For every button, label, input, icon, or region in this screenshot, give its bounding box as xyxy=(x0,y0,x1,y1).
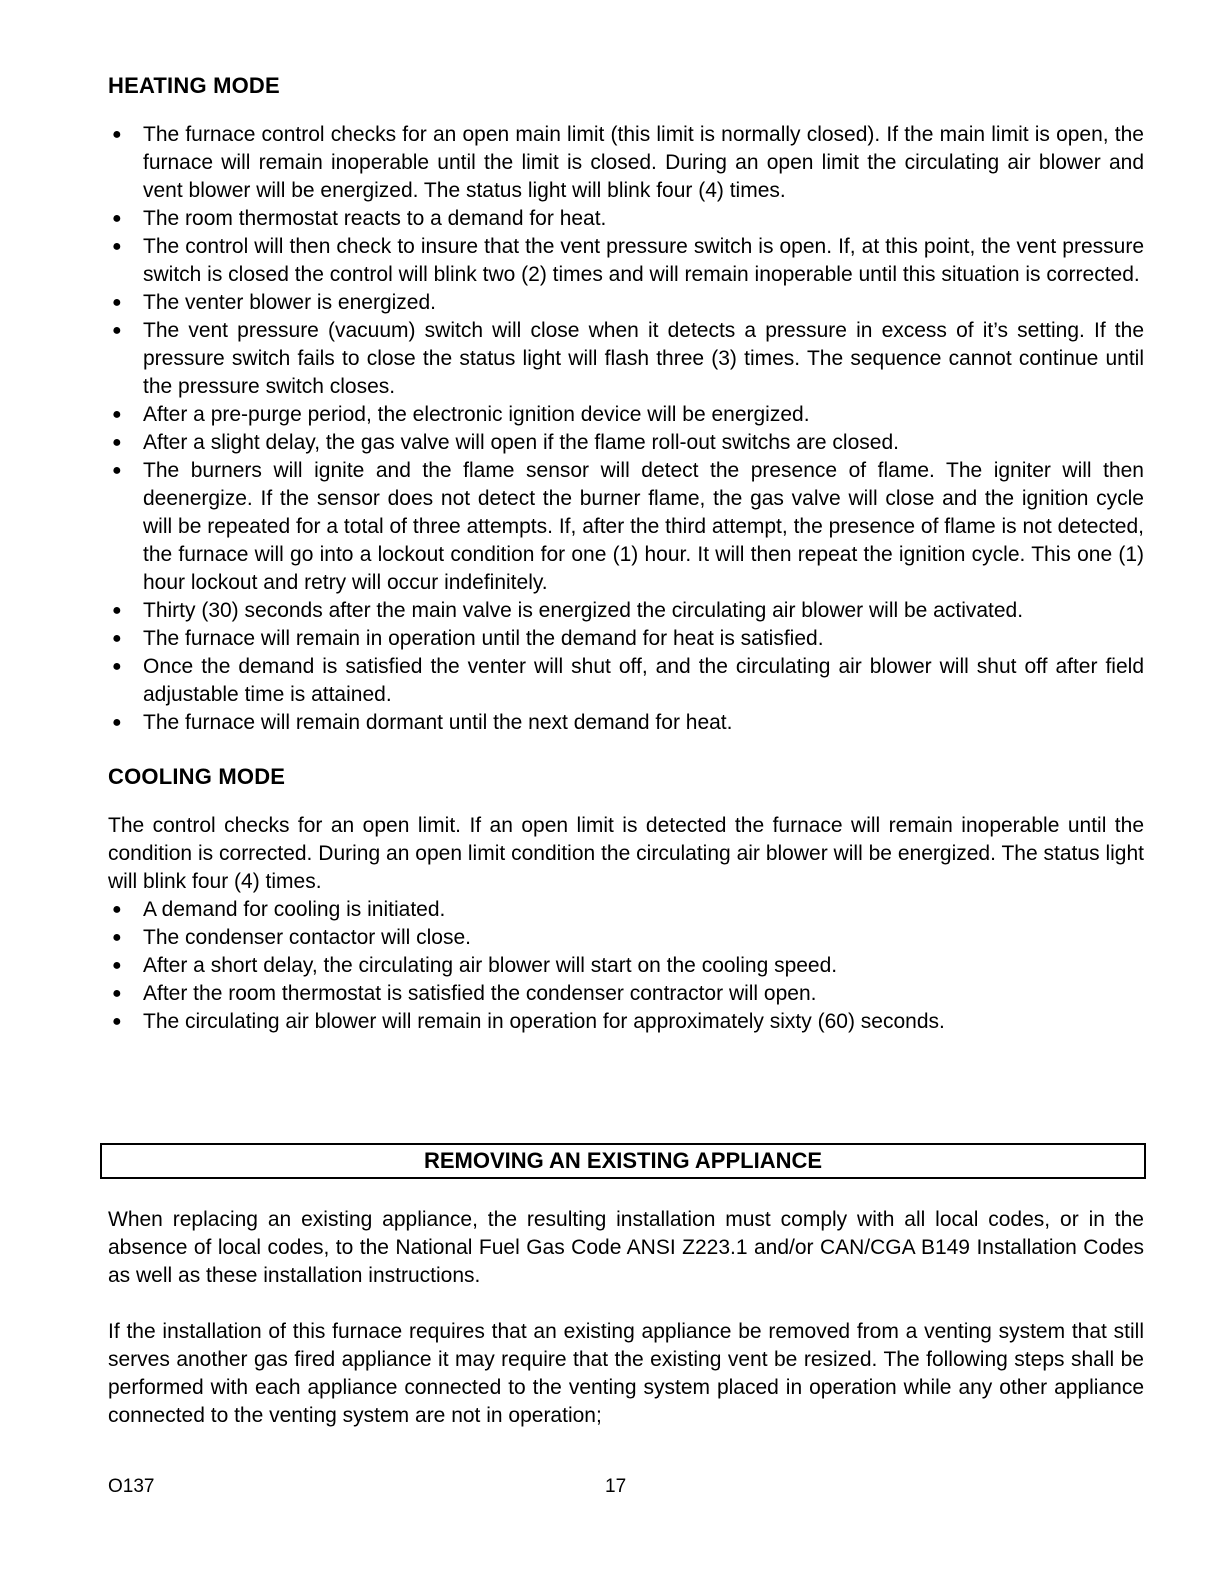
cooling-steps-list xyxy=(108,896,1144,1036)
bullet-icon: ● xyxy=(112,985,122,1002)
list-item: ● Once the demand is satisfied the venter will shut off, and the circulating air blower will shut off after field adjustable time is attained. xyxy=(112,655,1144,706)
bullet-icon: ● xyxy=(112,126,122,143)
list-item: ● Thirty (30) seconds after the main valve is energized the circulating air blower will be activated. xyxy=(108,597,1144,625)
list-item: ● The vent pressure (vacuum) switch will close when it detects a pressure in excess of it’s setting. If the pressure switch fails to close the status light will flash three (3) times. The sequence cannot continue until the pressure switch closes. xyxy=(112,319,1144,398)
bullet-icon: ● xyxy=(112,630,122,647)
cooling-mode-heading: COOLING MODE xyxy=(108,764,286,789)
removing-paragraph-1: When replacing an existing appliance, the resulting installation must comply with all local codes, or in the absence of local codes, to the National Fuel Gas Code ANSI Z223.1 and/or CAN/CGA B149 Installation Codes as well as these installation instructions. xyxy=(108,1208,1144,1287)
bullet-icon: ● xyxy=(112,1013,122,1030)
list-item: ● The condenser contactor will close. xyxy=(108,924,1144,952)
bullet-icon: ● xyxy=(112,602,122,619)
list-item: ● A demand for cooling is initiated. xyxy=(108,896,1144,924)
list-item: ● The burners will ignite and the flame sensor will detect the presence of flame. The igniter will then deenergize. If the sensor does not detect the burner flame, the gas valve will close and the ignition cycle will be repeated for a total of three attempts. If, after the third attempt, the presence of flame is not detected, the furnace will go into a lockout condition for one (1) hour. It will then repeat the ignition cycle. This one (1) hour lockout and retry will occur indefinitely. xyxy=(112,459,1144,594)
page-number: 17 xyxy=(605,1476,627,1497)
list-item: ● After a short delay, the circulating air blower will start on the cooling speed. xyxy=(108,952,1144,980)
bullet-icon: ● xyxy=(112,714,122,731)
bullet-icon: ● xyxy=(112,406,122,423)
bullet-icon: ● xyxy=(112,658,122,675)
bullet-icon: ● xyxy=(112,434,122,451)
list-item: ● After a slight delay, the gas valve will open if the flame roll-out switchs are closed. xyxy=(108,429,1144,457)
bullet-icon: ● xyxy=(112,210,122,227)
list-item: ● The furnace will remain in operation until the demand for heat is satisfied. xyxy=(108,625,1144,653)
list-item: ● The room thermostat reacts to a demand for heat. xyxy=(108,205,1144,233)
document-code: O137 xyxy=(108,1476,155,1497)
bullet-icon: ● xyxy=(112,462,122,479)
bullet-icon: ● xyxy=(112,929,122,946)
heating-mode-heading: HEATING MODE xyxy=(108,73,280,98)
cooling-intro-paragraph: The control checks for an open limit. If an open limit is detected the furnace will remain inoperable until the condition is corrected. During an open limit condition the circulating air blower will be energized. The status light will blink four (4) times. xyxy=(108,814,1144,893)
list-item: ● The control will then check to insure that the vent pressure switch is open. If, at this point, the vent pressure switch is closed the control will blink two (2) times and will remain inoperable until this situation is corrected. xyxy=(112,235,1144,286)
page-content xyxy=(108,72,1144,1036)
list-item: ● The circulating air blower will remain in operation for approximately sixty (60) seconds. xyxy=(108,1008,1144,1036)
bullet-icon: ● xyxy=(112,322,122,339)
removing-paragraph-2: If the installation of this furnace requires that an existing appliance be removed from a venting system that still serves another gas fired appliance it may require that the existing vent be resized. The following steps shall be performed with each appliance connected to the venting system placed in operation while any other appliance connected to the venting system are not in operation; xyxy=(108,1320,1144,1427)
bullet-icon: ● xyxy=(112,238,122,255)
list-item: ● The venter blower is energized. xyxy=(108,289,1144,317)
bullet-icon: ● xyxy=(112,901,122,918)
list-item: ● After the room thermostat is satisfied the condenser contractor will open. xyxy=(108,980,1144,1008)
list-item: ● The furnace will remain dormant until the next demand for heat. xyxy=(108,709,1144,737)
bullet-icon: ● xyxy=(112,294,122,311)
list-item: ● The furnace control checks for an open main limit (this limit is normally closed). If the main limit is open, the furnace will remain inoperable until the limit is closed. During an open limit the circulating air blower and vent blower will be energized. The status light will blink four (4) times. xyxy=(112,123,1144,202)
bullet-icon: ● xyxy=(112,957,122,974)
list-item: ● After a pre-purge period, the electronic ignition device will be energized. xyxy=(108,401,1144,429)
removing-appliance-section xyxy=(108,1206,1144,1430)
removing-appliance-heading: REMOVING AN EXISTING APPLIANCE xyxy=(100,1143,1146,1179)
heating-steps-list xyxy=(108,121,1144,737)
